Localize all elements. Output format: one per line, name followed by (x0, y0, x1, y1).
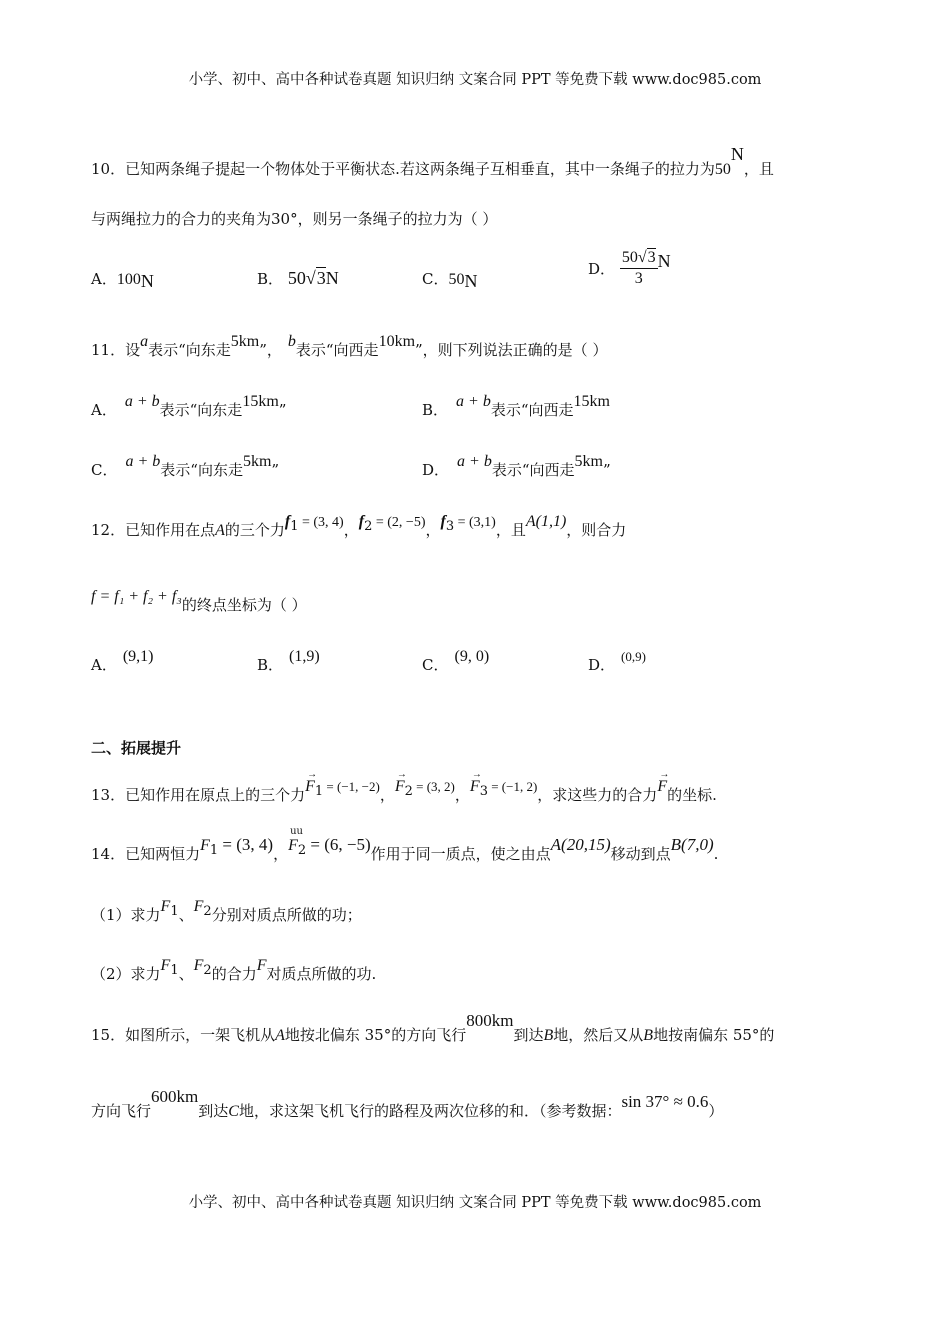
q10-option-d[interactable] (588, 248, 671, 289)
q13-text: 13．已知作用在原点上的三个力 (91, 786, 306, 804)
q13-resultant: → F (657, 777, 667, 797)
q11-vector-a: a (140, 333, 149, 350)
q14-sep: 、 (178, 965, 194, 983)
option-expression: a + b (456, 393, 491, 410)
option-distance: 5km (242, 453, 272, 470)
option-label: D． (588, 259, 616, 278)
q13-force-3: → F (470, 777, 480, 797)
q10-unit: N (730, 144, 744, 164)
q12-text: 的三个力 (224, 521, 285, 539)
q15-text: 15．如图所示，一架飞机从 (91, 1026, 276, 1044)
option-unit: N (140, 271, 154, 291)
page-header: 小学、初中、高中各种试卷真题 知识归纳 文案合同 PPT 等免费下载 www.doc985.com (188, 72, 762, 88)
q13-force-3-value: = (−1, 2) (487, 779, 538, 794)
q14-sub1 (91, 898, 362, 931)
q10-text: 10．已知两条绳子提起一个物体处于平衡状态.若这两条绳子互相垂直，其中一条绳子的拉力为 (91, 160, 715, 178)
q14-stem (91, 826, 719, 870)
q12-line2 (91, 588, 307, 616)
q13-force-1-value: = (−1, −2) (323, 779, 380, 794)
option-text-end: ” (278, 401, 287, 419)
q14-text: 的合力 (211, 965, 257, 983)
q12-force-1: f (284, 513, 291, 530)
q12-force-3: f (440, 513, 446, 530)
q12-option-a[interactable] (91, 648, 154, 676)
fraction-denominator: 3 (634, 270, 643, 287)
q12-force-2-sub: 2 (364, 519, 373, 534)
q10-text-end: ，且 (743, 160, 774, 178)
q15-text: 地，然后又从 (553, 1026, 644, 1044)
q11-distance-1: 5km (230, 333, 260, 350)
q11-option-b[interactable] (422, 393, 610, 421)
q15-text: 到达 (513, 1026, 544, 1044)
q14-force-2-value: = (6, −5) (306, 835, 371, 854)
option-text: 表示“向西走 (490, 401, 574, 419)
q10-option-c[interactable] (422, 268, 477, 290)
option-label: A． (91, 270, 117, 288)
q12-force-1-sub: 1 (290, 519, 299, 534)
option-label: C． (91, 461, 118, 479)
q12-point-name: A (215, 522, 225, 539)
option-label: D． (588, 656, 616, 674)
q11-text: 11．设 (91, 341, 141, 359)
numerator-value: 50 (621, 249, 638, 266)
q10-force: 50 (714, 161, 731, 178)
q11-text: 表示“向东走 (148, 341, 231, 359)
option-text-end: ” (602, 461, 611, 479)
q10-line2: 与两绳拉力的合力的夹角为30°，则另一条绳子的拉力为（ ） (91, 210, 498, 228)
q15-text: 方向飞行 (91, 1102, 152, 1120)
option-label: C． (422, 270, 449, 288)
q13-text: ，求这些力的合力 (537, 786, 658, 804)
q13-sep: ， (454, 786, 470, 804)
option-text: 表示“向东走 (159, 401, 243, 419)
q15-point-b: B (643, 1027, 654, 1044)
option-text: 表示“向西走 (491, 461, 575, 479)
option-expression: a + b (125, 453, 161, 470)
option-radicand: 3 (316, 268, 326, 288)
q11-stem (91, 333, 608, 361)
q14-text: （2）求力 (91, 965, 161, 983)
q12-stem (91, 513, 627, 546)
q14-text: （1）求力 (91, 906, 161, 924)
section-heading: 二、拓展提升 (91, 739, 182, 757)
q15-point-b: B (543, 1027, 554, 1044)
q14-text: 对质点所做的功. (266, 965, 377, 983)
q12-text: 的终点坐标为（ ） (181, 596, 307, 614)
option-label: B． (422, 401, 449, 419)
q11-text: ”， (259, 341, 282, 359)
numerator-radicand: 3 (647, 249, 656, 266)
q12-option-c[interactable] (422, 648, 490, 676)
q13-force-3-sub: 3 (479, 784, 488, 799)
q13-force-2-value: = (3, 2) (412, 779, 455, 794)
q12-option-d[interactable] (588, 649, 646, 676)
option-fraction (620, 248, 658, 289)
q11-option-c[interactable] (91, 453, 280, 481)
q15-point-c: C (228, 1103, 239, 1120)
option-number: 50 (287, 268, 306, 288)
q10-option-b[interactable] (257, 268, 339, 289)
q14-f1-sub: 1 (170, 904, 179, 919)
q11-vector-b: b (287, 333, 296, 350)
option-text-end: ” (271, 461, 280, 479)
q14-text: . (713, 845, 719, 863)
q15-reference-value: sin 37° ≈ 0.6 (621, 1092, 709, 1111)
q13-sep: ， (379, 786, 395, 804)
q12-text: ，且 (495, 521, 526, 539)
q12-force-3-sub: 3 (445, 519, 455, 534)
option-label: A． (91, 401, 117, 419)
option-label: A． (91, 656, 117, 674)
q14-f1: F (160, 898, 171, 915)
q11-option-d[interactable] (422, 453, 611, 481)
q15-line2 (91, 1087, 724, 1122)
option-expression: a + b (457, 453, 492, 470)
q15-text: 地按北偏东 35°的方向飞行 (284, 1026, 467, 1044)
q15-text: 地按南偏东 55°的 (653, 1026, 775, 1044)
q10-line1 (91, 144, 774, 180)
option-value: 50 (448, 271, 465, 288)
option-expression: a + b (124, 393, 160, 410)
q13-force-2: → F (395, 777, 405, 797)
q12-point-a: A(1,1) (525, 513, 567, 530)
q13-text: 的坐标. (667, 786, 717, 804)
q12-force-3-value: = (3,1) (454, 515, 496, 530)
q10-option-a[interactable] (91, 268, 154, 290)
option-unit: N (657, 250, 671, 271)
q14-point-b: B(7,0) (670, 835, 714, 854)
q12-sep: ， (425, 521, 441, 539)
option-label: C． (422, 656, 449, 674)
q14-f1: F (160, 957, 171, 974)
option-value: (0,9) (621, 649, 646, 664)
option-label: B． (257, 656, 284, 674)
q14-point-a: A(20,15) (550, 835, 611, 854)
q14-sep: ， (273, 845, 289, 863)
option-label: B． (257, 270, 284, 288)
q12-text: 12．已知作用在点 (91, 521, 216, 539)
q12-option-b[interactable] (257, 648, 320, 676)
q14-force-1: F (200, 837, 210, 854)
q15-point-a: A (275, 1027, 285, 1044)
q14-f2: F (193, 957, 204, 974)
q14-force-1-sub: 1 (209, 843, 219, 858)
q14-force-2-sub: 2 (297, 843, 307, 858)
q14-force-1-value: = (3, 4) (218, 835, 274, 854)
q12-resultant-expression: f = f₁ + f₂ + f₃ (91, 588, 182, 605)
option-value: (9,1) (122, 648, 154, 665)
option-text: 表示“向东走 (160, 461, 243, 479)
q14-resultant: F (256, 957, 267, 974)
q11-text: ”，则下列说法正确的是（ ） (415, 341, 608, 359)
q15-distance-2: 600km (151, 1087, 199, 1106)
q11-distance-2: 10km (378, 333, 416, 350)
option-unit: N (325, 268, 339, 288)
q12-force-1-value: = (3, 4) (298, 515, 344, 530)
option-unit: N (464, 271, 478, 291)
q12-force-2: f (358, 513, 365, 530)
q14-text: 移动到点 (610, 845, 671, 863)
option-label: D． (422, 461, 450, 479)
q14-f2: F (193, 898, 204, 915)
option-distance: 15km (242, 393, 279, 410)
page-footer: 小学、初中、高中各种试卷真题 知识归纳 文案合同 PPT 等免费下载 www.doc985.com (188, 1195, 762, 1211)
q14-sep: 、 (178, 906, 194, 924)
q14-text: 分别对质点所做的功； (211, 906, 362, 924)
option-value: (9, 0) (454, 648, 490, 665)
q14-text: 作用于同一质点，使之由点 (370, 845, 551, 863)
q14-f2-sub: 2 (203, 963, 212, 978)
option-distance: 15km (573, 393, 610, 410)
q11-option-a[interactable] (91, 393, 287, 421)
q13-stem (91, 778, 717, 811)
q13-force-2-sub: 2 (404, 784, 413, 799)
q14-text: 14．已知两恒力 (91, 845, 201, 863)
option-value: 100 (116, 271, 141, 288)
q15-text: ） (708, 1102, 724, 1120)
q12-text: ，则合力 (566, 521, 627, 539)
option-distance: 5km (574, 453, 603, 470)
q14-sub2 (91, 957, 377, 990)
q15-distance-1: 800km (466, 1011, 514, 1030)
q12-force-2-value: = (2, −5) (372, 515, 426, 530)
q12-sep: ， (343, 521, 359, 539)
q13-force-1-sub: 1 (314, 784, 324, 799)
q15-text: 地，求这架飞机飞行的路程及两次位移的和．（参考数据： (238, 1102, 622, 1120)
q15-line1 (91, 1011, 775, 1046)
q11-text: 表示“向西走 (295, 341, 379, 359)
q14-f1-sub: 1 (170, 963, 179, 978)
q14-force-2: F (288, 837, 298, 854)
option-value: (1,9) (289, 648, 320, 665)
q14-vector-mark: uu (290, 826, 303, 837)
q15-text: 到达 (198, 1102, 229, 1120)
fraction-numerator: 50√3 (620, 248, 658, 269)
q13-force-1: → F (305, 777, 315, 797)
q14-f2-sub: 2 (203, 904, 212, 919)
option-value: 50√3N (287, 268, 339, 288)
